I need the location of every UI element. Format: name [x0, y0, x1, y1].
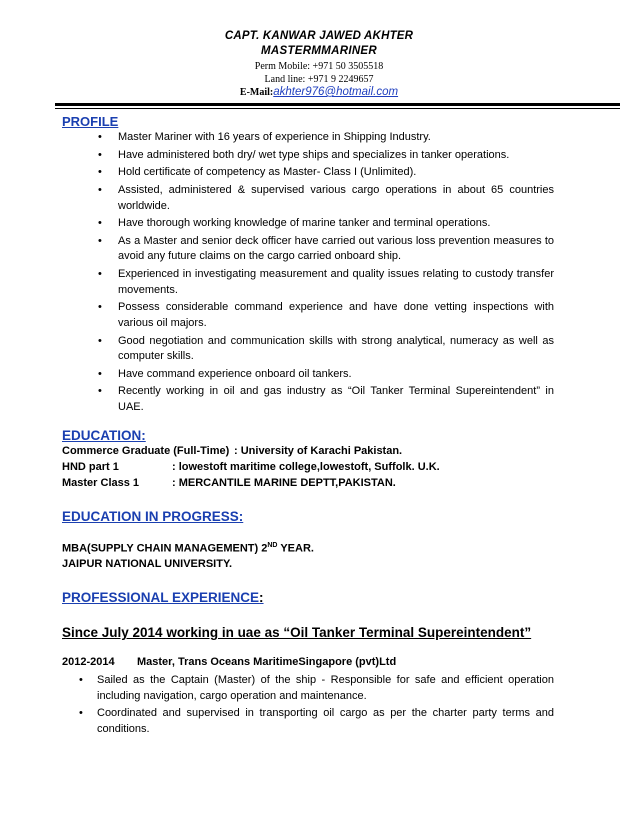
header-divider-thin: [55, 108, 620, 109]
job-duties-list: [79, 673, 554, 739]
mobile-number: Perm Mobile: +971 50 3505518: [254, 61, 384, 72]
landline-number: Land line: +971 9 2249657: [264, 74, 374, 85]
education-label: Commerce Graduate (Full-Time): [62, 445, 230, 457]
education-progress-heading: EDUCATION IN PROGRESS:: [62, 509, 244, 524]
profile-item: • Hold certificate of competency as Master- Class I (Unlimited).: [98, 165, 554, 181]
profile-item: • Have administered both dry/ wet type ships and specializes in tanker operations.: [98, 148, 554, 164]
profile-item: • As a Master and senior deck officer have carried out various loss prevention measures to avoid any future claims on the cargo carried onboard ship.: [98, 234, 554, 265]
email-link[interactable]: akhter976@hotmail.com: [273, 86, 399, 98]
job-entry-heading: [62, 656, 397, 668]
experience-heading: PROFESSIONAL EXPERIENCE:: [62, 590, 264, 605]
candidate-title: MASTERMMARINER: [261, 45, 377, 57]
profile-list: [98, 130, 554, 418]
profile-item: • Assisted, administered & supervised various cargo operations in about 65 countries worldwide.: [98, 183, 554, 214]
education-row: [62, 477, 396, 489]
profile-heading: PROFILE: [62, 114, 119, 129]
job-role: Master, Trans Oceans MaritimeSingapore (pvt)Ltd: [137, 656, 397, 668]
job-duty: • Coordinated and supervised in transporting oil cargo as per the charter party terms and conditions.: [79, 706, 554, 737]
profile-item: • Experienced in investigating measurement and quality issues relating to custody transfer movements.: [98, 267, 554, 298]
profile-item: • Possess considerable command experience and have done vetting inspections with various oil majors.: [98, 300, 554, 331]
header-divider-thick: [55, 103, 620, 106]
email-line: [0, 86, 638, 98]
education-value: : University of Karachi Pakistan.: [234, 445, 403, 457]
profile-item: • Good negotiation and communication skills with strong analytical, numeracy as well as computer skills.: [98, 334, 554, 365]
education-label: Master Class 1: [62, 477, 140, 489]
education-label: HND part 1: [62, 461, 119, 473]
profile-item: • Have thorough working knowledge of marine tanker and terminal operations.: [98, 216, 554, 232]
education-row: [62, 461, 440, 473]
profile-item: • Master Mariner with 16 years of experience in Shipping Industry.: [98, 130, 554, 146]
education-value: : MERCANTILE MARINE DEPTT,PAKISTAN.: [172, 477, 396, 489]
university-line: JAIPUR NATIONAL UNIVERSITY.: [62, 558, 233, 570]
job-years: 2012-2014: [62, 656, 115, 668]
profile-item: • Have command experience onboard oil tankers.: [98, 367, 554, 383]
education-heading: EDUCATION:: [62, 428, 146, 443]
profile-item: • Recently working in oil and gas industry as “Oil Tanker Terminal Supereintendent” in UAE.: [98, 384, 554, 415]
email-label: E-Mail:: [239, 87, 274, 98]
current-role-heading: Since July 2014 working in uae as “Oil Tanker Terminal Supereintendent”: [62, 625, 532, 640]
job-duty: • Sailed as the Captain (Master) of the ship - Responsible for safe and efficient operation including navigation, cargo operation and maintenance.: [79, 673, 554, 704]
candidate-name: CAPT. KANWAR JAWED AKHTER: [224, 30, 414, 42]
mba-line: MBA(SUPPLY CHAIN MANAGEMENT) 2ND YEAR.: [62, 542, 314, 555]
education-row: [62, 445, 403, 457]
education-value: : lowestoft maritime college,lowestoft, Suffolk. U.K.: [172, 461, 440, 473]
